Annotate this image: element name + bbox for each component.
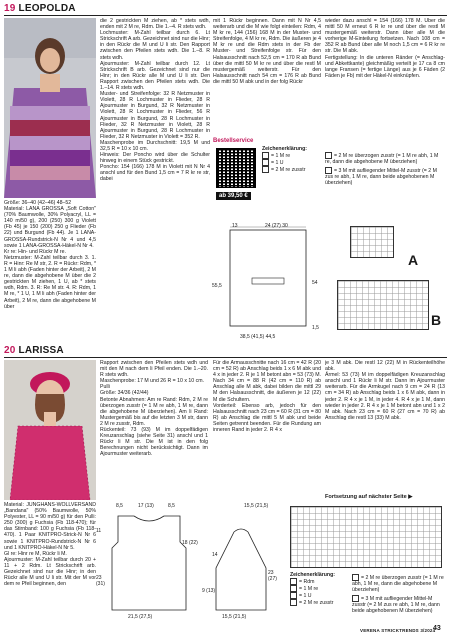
knitting-chart-b bbox=[337, 280, 429, 330]
section-number: 20 bbox=[4, 345, 16, 356]
dim-label: 8,5 bbox=[168, 503, 175, 509]
dim-label: 21,5 (27,5) bbox=[128, 614, 153, 620]
section-divider bbox=[4, 357, 447, 358]
section-title-larissa bbox=[4, 345, 64, 356]
dim-label: 8,5 bbox=[116, 503, 123, 509]
dim-label: 38,5 (41,5) 44,5 bbox=[240, 334, 276, 340]
symbol-edge-stitch-icon bbox=[290, 578, 297, 585]
larissa-column-1: Material: JUNGHANS-WOLLVERSAND „Bandana" (50% Baumwolle, 50% Polyester, LL = 90 m/50 g) für den Pulli: 250 (300) g Fuchsia (Fb 118-470); für das Stirnband: 100 g Fuchsia (Fb 118-470). 1 Paar KNITPRO-Strick-N Nr 6 sowie 1 KNITPRO-Rundstrick-N Nr 6 und 1 KNITPRO-Häkel-N Nr 5. Gl re: Hinr re M, Rückr li M. Ajourmuster: M-Zahl teilbar durch 20 + 11 + 2 Rdm. Lt Strickschrift arb. Gezeichnet sind nur die Hinr; in den Rückr alle M und U li str. Mit der M vor dem re Pfeil beginnen, den bbox=[4, 502, 96, 588]
larissa-column-3: Für die Armausschnitte nach 16 cm = 42 R (20 cm = 52 R) ab Anschlag beids 1 x 6 M abk und 4 x in jeder 2. R je 1 M betont abn = 53 (73) M. Nach 34 cm = 88 R (42 cm = 110 R) ab Anschlag alle M abk, dabei bilden die mittl 29 M den Halsausschnitt, die äußeren je 12 (22) M die Schultern. Vorderteil: Ebenso arb, jedoch für den Halsausschnitt nach 23 cm = 60 R (31 cm = 80 R) ab Anschlag die mittl 5 M abk und beide Seiten getrennt beenden. Für die Rundung am inneren Rand in jeder 2. R 4 x bbox=[213, 360, 321, 434]
legend-item: = 1 U bbox=[290, 592, 350, 599]
leopolda-column-2: die 2 gestrickten M ziehen, ab * stets wdh, enden mit 2 M re, Rdm. Die 1.–4. R stets wdh. Lochmuster: M-Zahl teilbar durch 6. Lt Strickschrift A arb. Gezeichnet sind nur die Hinr; in den Rückr die M und U li str. Den Rapport zwischen den Pfeilen stets wdh. Die 1.–8. R stets wdh. Ajourmuster: M-Zahl teilbar durch 12. Lt Strickschrift B arb. Gezeichnet sind nur die Hinr; in den Rückr alle M und U li str. Den Rapport zwischen den Pfeilen stets wdh. Die 1.–14. R stets wdh. Muster- und Streifenfolge: 32 R Netzmuster in Violett, 28 R Lochmuster in Flieder, 28 R Ajourmuster in Burgund, 32 R Netzmuster in Violett, 28 R Lochmuster in Flieder, 56 R Ajourmuster in Burgund, 28 R Lochmuster in Flieder, 32 R Netzmuster in Violett, 28 R Ajourmuster in Burgund, 28 R Lochmuster in Flieder, 32 R Netzmuster in Violett = 352 R. Maschenprobe im Durchschnitt: 19,5 M und 32,5 R = 10 x 10 cm. Hinweis: Der Poncho wird über die Schulter hinweg in einem Stück gestrickt. Poncho: 154 (166) 178 M in Violett mit N Nr 4 anschl und für den Bund 1,5 cm = 7 R kr re str, dabei bbox=[100, 18, 210, 183]
dim-label: 13 bbox=[232, 223, 238, 229]
dim-label: 55,5 bbox=[212, 283, 222, 289]
symbol-k2tog-icon bbox=[290, 599, 297, 606]
symbol-k2tog-icon bbox=[262, 166, 269, 173]
symbol-s2kp-icon bbox=[325, 167, 332, 174]
leopolda-column-3: mit 1 Rückr beginnen. Dann mit N Nr 4,5 weiterarb und die M wie folgt einteilen: Rdm, 4 M kr re, 144 (156) 168 M in der Muster- und Streifenfolge, 4 M kr re, Rdm. Die äußeren je 4 M kr re und die Rdm stets in der Fb der Muster- und Streifenfolge str. Für den Halsausschnitt nach 52,5 cm = 170 R ab Bund über die mittl 50 M kr re und über die restl M mustergemäß weiterstr. Für den Halsausschnitt nach 54 cm = 176 R ab Bund die mittl 50 M abk und in der folg Rückr bbox=[213, 18, 321, 85]
larissa-legend-right: = 2 M re überzogen zusstr (= 1 M re abh, 1 M re, dann die abgehobene M überziehen) = 3 M mit aufliegender Mittel-M zusstr (= 2 M zus re abh, 1 M re, dann beide abgehobenen M überziehen) bbox=[352, 574, 444, 614]
leopolda-legend bbox=[262, 146, 322, 173]
legend-item: = 1 M re bbox=[290, 585, 350, 592]
dim-label: 1,5 bbox=[312, 325, 319, 331]
section-number: 19 bbox=[4, 3, 16, 14]
leopolda-legend-right: = 2 M re überzogen zusstr (= 1 M re abh, 1 M re, dann die abgehobene M überziehen) = 3 M mit aufliegender Mittel-M zusstr (= 2 M zus re abh, 1 M re, dann beide abgehobenen M überziehen) bbox=[325, 152, 439, 186]
symbol-yarnover-icon bbox=[290, 592, 297, 599]
section-divider bbox=[4, 15, 447, 16]
section-title-leopolda bbox=[4, 3, 76, 14]
leopolda-column-1: Größe: 36–40 (42–46) 48–52 Material: LANA GROSSA „Soft Cotton" (70% Baumwolle, 30% Polyacryl, LL = 140 m/50 g), 200 (250) 300 g Violett (Fb 45) je 150 (200) 250 g Flieder (Fb 22) und Burgund (Fb 44). Je 1 LANA-GROSSA-Rundstrick-N Nr 4 und 4,5 sowie 1 LANA-GROSSA-Häkel-N Nr 4. Kr re: Hin- und Rückr M re. Netzmuster: M-Zahl teilbar durch 3. 1. R = Hinr: Re M str, 2. R = Rückr: Rdm, * 1 M li abh (Faden hinter der Arbeit), 2 M re, dann die abgehobene M über die 2 gestrickten M ziehen, 1 U, ab * stets wdh, Rdm. 3. R: Re M str. 4. R: Rdm, 1 M re, * 1 U, 1 M li abh (Faden hinter der Arbeit), 2 M re, dann die abgehobene M über bbox=[4, 200, 96, 310]
larissa-schematic-body bbox=[104, 502, 194, 622]
symbol-ssk-icon bbox=[325, 152, 332, 159]
photo-leopolda bbox=[4, 18, 96, 198]
dim-label: 14 bbox=[212, 552, 218, 558]
dim-label: 11 bbox=[96, 528, 102, 534]
dim-label: 23 (27) bbox=[268, 570, 277, 582]
page-number: 43 bbox=[433, 625, 441, 632]
legend-item: = 2 M re zusstr bbox=[262, 166, 322, 173]
chart-label-a: A bbox=[408, 252, 419, 268]
larissa-schematic-sleeve bbox=[206, 502, 276, 622]
price-badge: ab 39,50 € bbox=[216, 192, 251, 200]
dim-label: 18 (22) bbox=[182, 540, 198, 546]
qr-code-icon[interactable] bbox=[216, 148, 256, 188]
dim-label: 15,5 (21,5) bbox=[222, 614, 247, 620]
dim-label: 17 (13) bbox=[138, 503, 154, 509]
section-name: LEOPOLDA bbox=[18, 3, 76, 14]
legend-title: Zeichenerklärung: bbox=[262, 146, 307, 152]
photo-larissa bbox=[4, 360, 96, 500]
legend-item: = 1 M re bbox=[262, 152, 322, 159]
chart-label-b: B bbox=[431, 312, 442, 328]
dim-label: 54 bbox=[312, 280, 318, 286]
symbol-yarnover-icon bbox=[262, 159, 269, 166]
larissa-legend bbox=[290, 572, 350, 606]
symbol-knit-icon bbox=[262, 152, 269, 159]
larissa-column-2: Rapport zwischen den Pfeilen stets wdh und mit den M nach dem li Pfeil enden. Die 1.–20. R stets wdh. Maschenprobe: 17 M und 26 R = 10 x 10 cm. Pulli Größe: 34/36 (42/44) Betonte Abnahmen: Am re Rand: Rdm, 2 M re überzogen zusstr (= 1 M re abh, 1 M re, dann die abgehobene M überziehen). Am li Rand: Mustergemäß bis auf die letzten 3 M str, dann 2 M re zusstr, Rdm. Rückenteil: 73 (93) M im doppelfädigen Kreuzanschlag (siehe Seite 31) anschl und 1 Rückr li M str. Die M ist in den folg Berechnungen nicht berücksichtigt. Dann im Ajourmuster weiterarb. bbox=[100, 360, 208, 458]
larissa-column-4: je 3 M abk. Die restl 12 (22) M in Rückenteilhöhe abk. Ärmel: 53 (73) M im doppelfädigen Kreuzanschlag anschl und 1 Rückr li M str. Dann im Ajourmuster weiterarb. Für die Armkugel nach 9 cm = 24 R (13 cm = 34 R) ab Anschlag beids 1 x 6 M abk, dann in jeder 2. R 4 x je 1 M, in jeder 4. R 4 x je 1 M, dann wieder in jeder 2. R 4 x je 1 M betont abn und 1 x 2 M abk. Nach 23 cm = 60 R (27 cm = 70 R) ab Anschlag die restl 13 (33) M abk. bbox=[325, 360, 445, 421]
knitting-chart-a bbox=[350, 226, 394, 258]
dim-label: 24 (27) 30 bbox=[265, 223, 288, 229]
footer-magazine: VERENA STRICKTRENDS 3/2024 bbox=[360, 628, 436, 633]
dim-label: 15,5 (21,5) bbox=[244, 503, 269, 509]
dim-label: 9 (13) bbox=[202, 588, 216, 594]
continued-note: Fortsetzung auf nächster Seite ▶ bbox=[325, 494, 413, 500]
legend-item: = Rdm bbox=[290, 578, 350, 585]
legend-title: Zeichenerklärung: bbox=[290, 572, 335, 578]
knitting-chart-larissa bbox=[290, 506, 442, 568]
dim-label: 23 (31) bbox=[96, 575, 105, 587]
section-name: LARISSA bbox=[18, 345, 64, 356]
leopolda-column-4: wieder dazu anschl = 154 (166) 178 M. Über die mittl 50 M erneut 6 R kr re und über die restl M mustergemäß weiterstr. Dann über alle M die vorherige M-Einteilung fortsetzen. Nach 108 cm = 352 R ab Bund über alle M noch 1,5 cm = 6 R kr re str. Die M abk. Fertigstellung: In die unteren Ränder (= Anschlag- und Abkettkante) gleichmäßig verteilt je 17 ca 8 cm lange Fransen (= fertige Länge) aus je 6 Fäden (2 Fäden je Fb) mit der Häkel-N einknüpfen. bbox=[325, 18, 445, 79]
leopolda-schematic bbox=[222, 224, 312, 336]
legend-item: = 1 U bbox=[262, 159, 322, 166]
legend-item: = 2 M re zusstr bbox=[290, 599, 350, 606]
symbol-ssk-icon bbox=[352, 574, 359, 581]
symbol-s2kp-icon bbox=[352, 595, 359, 602]
bestellservice-title: Bestellservice bbox=[213, 138, 254, 144]
symbol-knit-icon bbox=[290, 585, 297, 592]
